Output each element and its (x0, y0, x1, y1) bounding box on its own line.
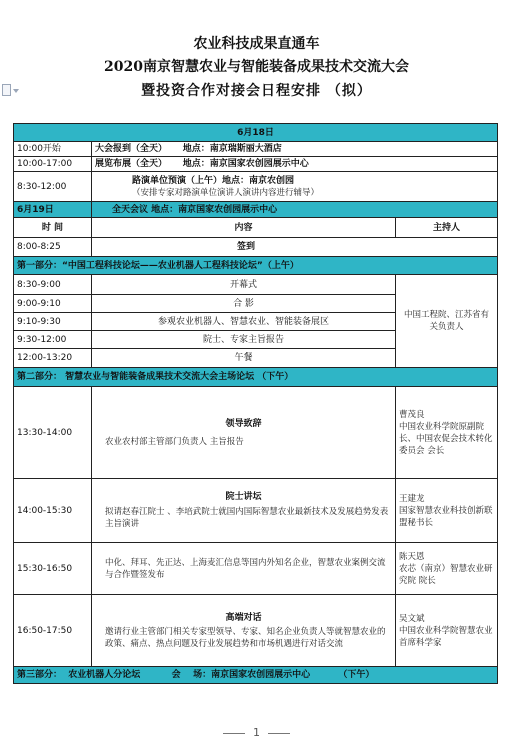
host-cell: 王建龙 国家智慧农业科技创新联盟秘书长 (396, 479, 498, 543)
column-header-row (14, 218, 498, 238)
schedule-table (13, 123, 498, 684)
table-row (14, 275, 498, 295)
part3-header-row (14, 667, 498, 684)
time-cell: 8:00-8:25 (14, 238, 92, 257)
session-heading: 高端对话 (225, 612, 262, 623)
time-cell: 10:00开始 (14, 142, 92, 157)
event-text: 展览布展（全天） (95, 159, 168, 169)
content-cell: 参观农业机器人、智慧农业、智能装备展区 (92, 313, 396, 331)
checkin-cell: 签到 (92, 238, 498, 257)
content-cell: 开幕式 (92, 275, 396, 295)
time-cell: 9:30-12:00 (14, 331, 92, 349)
location-text: 地点：南京国家农创园展示中心 (182, 159, 309, 169)
part3-title: 第三部分： 农业机器人分论坛 会 场：南京国家农创园展示中心 （下午） (14, 667, 498, 684)
content-cell: 合 影 (92, 295, 396, 313)
table-row (14, 142, 498, 157)
session-heading: 领导致辞 (225, 418, 262, 429)
table-row (14, 595, 498, 667)
day2-summary: 全天会议 地点：南京国家农创园展示中心 (92, 202, 498, 218)
event-cell (92, 157, 498, 172)
host-cell: 陈天恩 农芯（南京）智慧农业研究院 院长 (396, 543, 498, 595)
event-text: 路演单位预演（上午）地点：南京农创园 (132, 175, 295, 186)
col-header-content: 内容 (92, 218, 396, 238)
host-cell: 吴文斌 中国农业科学院智慧农业首席科学家 (396, 595, 498, 667)
session-text: 拟请赵春江院士 、李培武院士就国内国际智慧农业最新技术及发展趋势发表主旨演讲 (105, 507, 389, 529)
table-row (14, 238, 498, 257)
time-cell: 14:00-15:30 (14, 479, 92, 543)
part1-header-row (14, 257, 498, 275)
content-cell: 院士、专家主旨报告 (92, 331, 396, 349)
session-text: 中化、拜耳、先正达、上海麦汇信息等国内外知名企业，智慧农业案例交流与合作暨签发布 (105, 557, 386, 580)
table-row (14, 172, 498, 202)
session-heading: 院士讲坛 (225, 492, 262, 502)
part2-header-row (14, 368, 498, 387)
col-header-host: 主持人 (396, 218, 498, 238)
day2-date: 6月19日 (14, 202, 92, 218)
footer-dash-left (223, 733, 245, 734)
content-cell: 午餐 (92, 349, 396, 368)
content-cell (92, 479, 396, 543)
table-row (14, 479, 498, 543)
time-cell: 12:00-13:20 (14, 349, 92, 368)
time-cell: 8:30-12:00 (14, 172, 92, 202)
time-cell: 8:30-9:00 (14, 275, 92, 295)
part2-title: 第二部分： 智慧农业与智能装备成果技术交流大会主场论坛 （下午） (14, 368, 498, 387)
page-number: 1 (253, 726, 260, 739)
time-cell: 10:00-17:00 (14, 157, 92, 172)
col-header-time: 时 间 (14, 218, 92, 238)
time-cell: 9:00-9:10 (14, 295, 92, 313)
event-note: （安排专家对路演单位演讲人演讲内容进行辅导） (132, 187, 320, 198)
page-footer (0, 726, 513, 739)
table-row (14, 543, 498, 595)
day1-date: 6月18日 (14, 124, 498, 142)
content-cell (92, 595, 396, 667)
time-cell: 13:30-14:00 (14, 387, 92, 479)
event-cell (92, 172, 498, 202)
session-text: 邀请行业主管部门相关专家型领导、专家、知名企业负责人等就智慧农业的政策、痛点、热点问题及行业发展趋势和市场机遇进行对话交流 (105, 626, 386, 649)
event-text: 大会报到（全天） (95, 144, 168, 154)
title-line-3: 暨投资合作对接会日程安排 （拟） (141, 83, 372, 99)
time-cell: 9:10-9:30 (14, 313, 92, 331)
content-cell (92, 387, 396, 479)
location-text: 地点：南京瑞斯丽大酒店 (182, 144, 282, 154)
footer-dash-right (268, 733, 290, 734)
time-cell: 15:30-16:50 (14, 543, 92, 595)
day1-header-row (14, 124, 498, 142)
table-row (14, 387, 498, 479)
time-cell: 16:50-17:50 (14, 595, 92, 667)
content-cell (92, 543, 396, 595)
event-cell (92, 142, 498, 157)
title-line-2: 2020南京智慧农业与智能装备成果技术交流大会 (104, 59, 409, 75)
title-line-1: 农业科技成果直通车 (193, 36, 320, 52)
host-cell: 曹茂良 中国农业科学院原副院长、中国农促会技术转化委员会 会长 (396, 387, 498, 479)
table-row (14, 157, 498, 172)
day2-header-row (14, 202, 498, 218)
part1-title: 第一部分：“中国工程科技论坛——农业机器人工程科技论坛”（上午） (14, 257, 498, 275)
session-text: 农业农村部主管部门负责人 主旨报告 (105, 436, 244, 447)
part1-host-cell: 中国工程院、江苏省有关负责人 (396, 275, 498, 368)
